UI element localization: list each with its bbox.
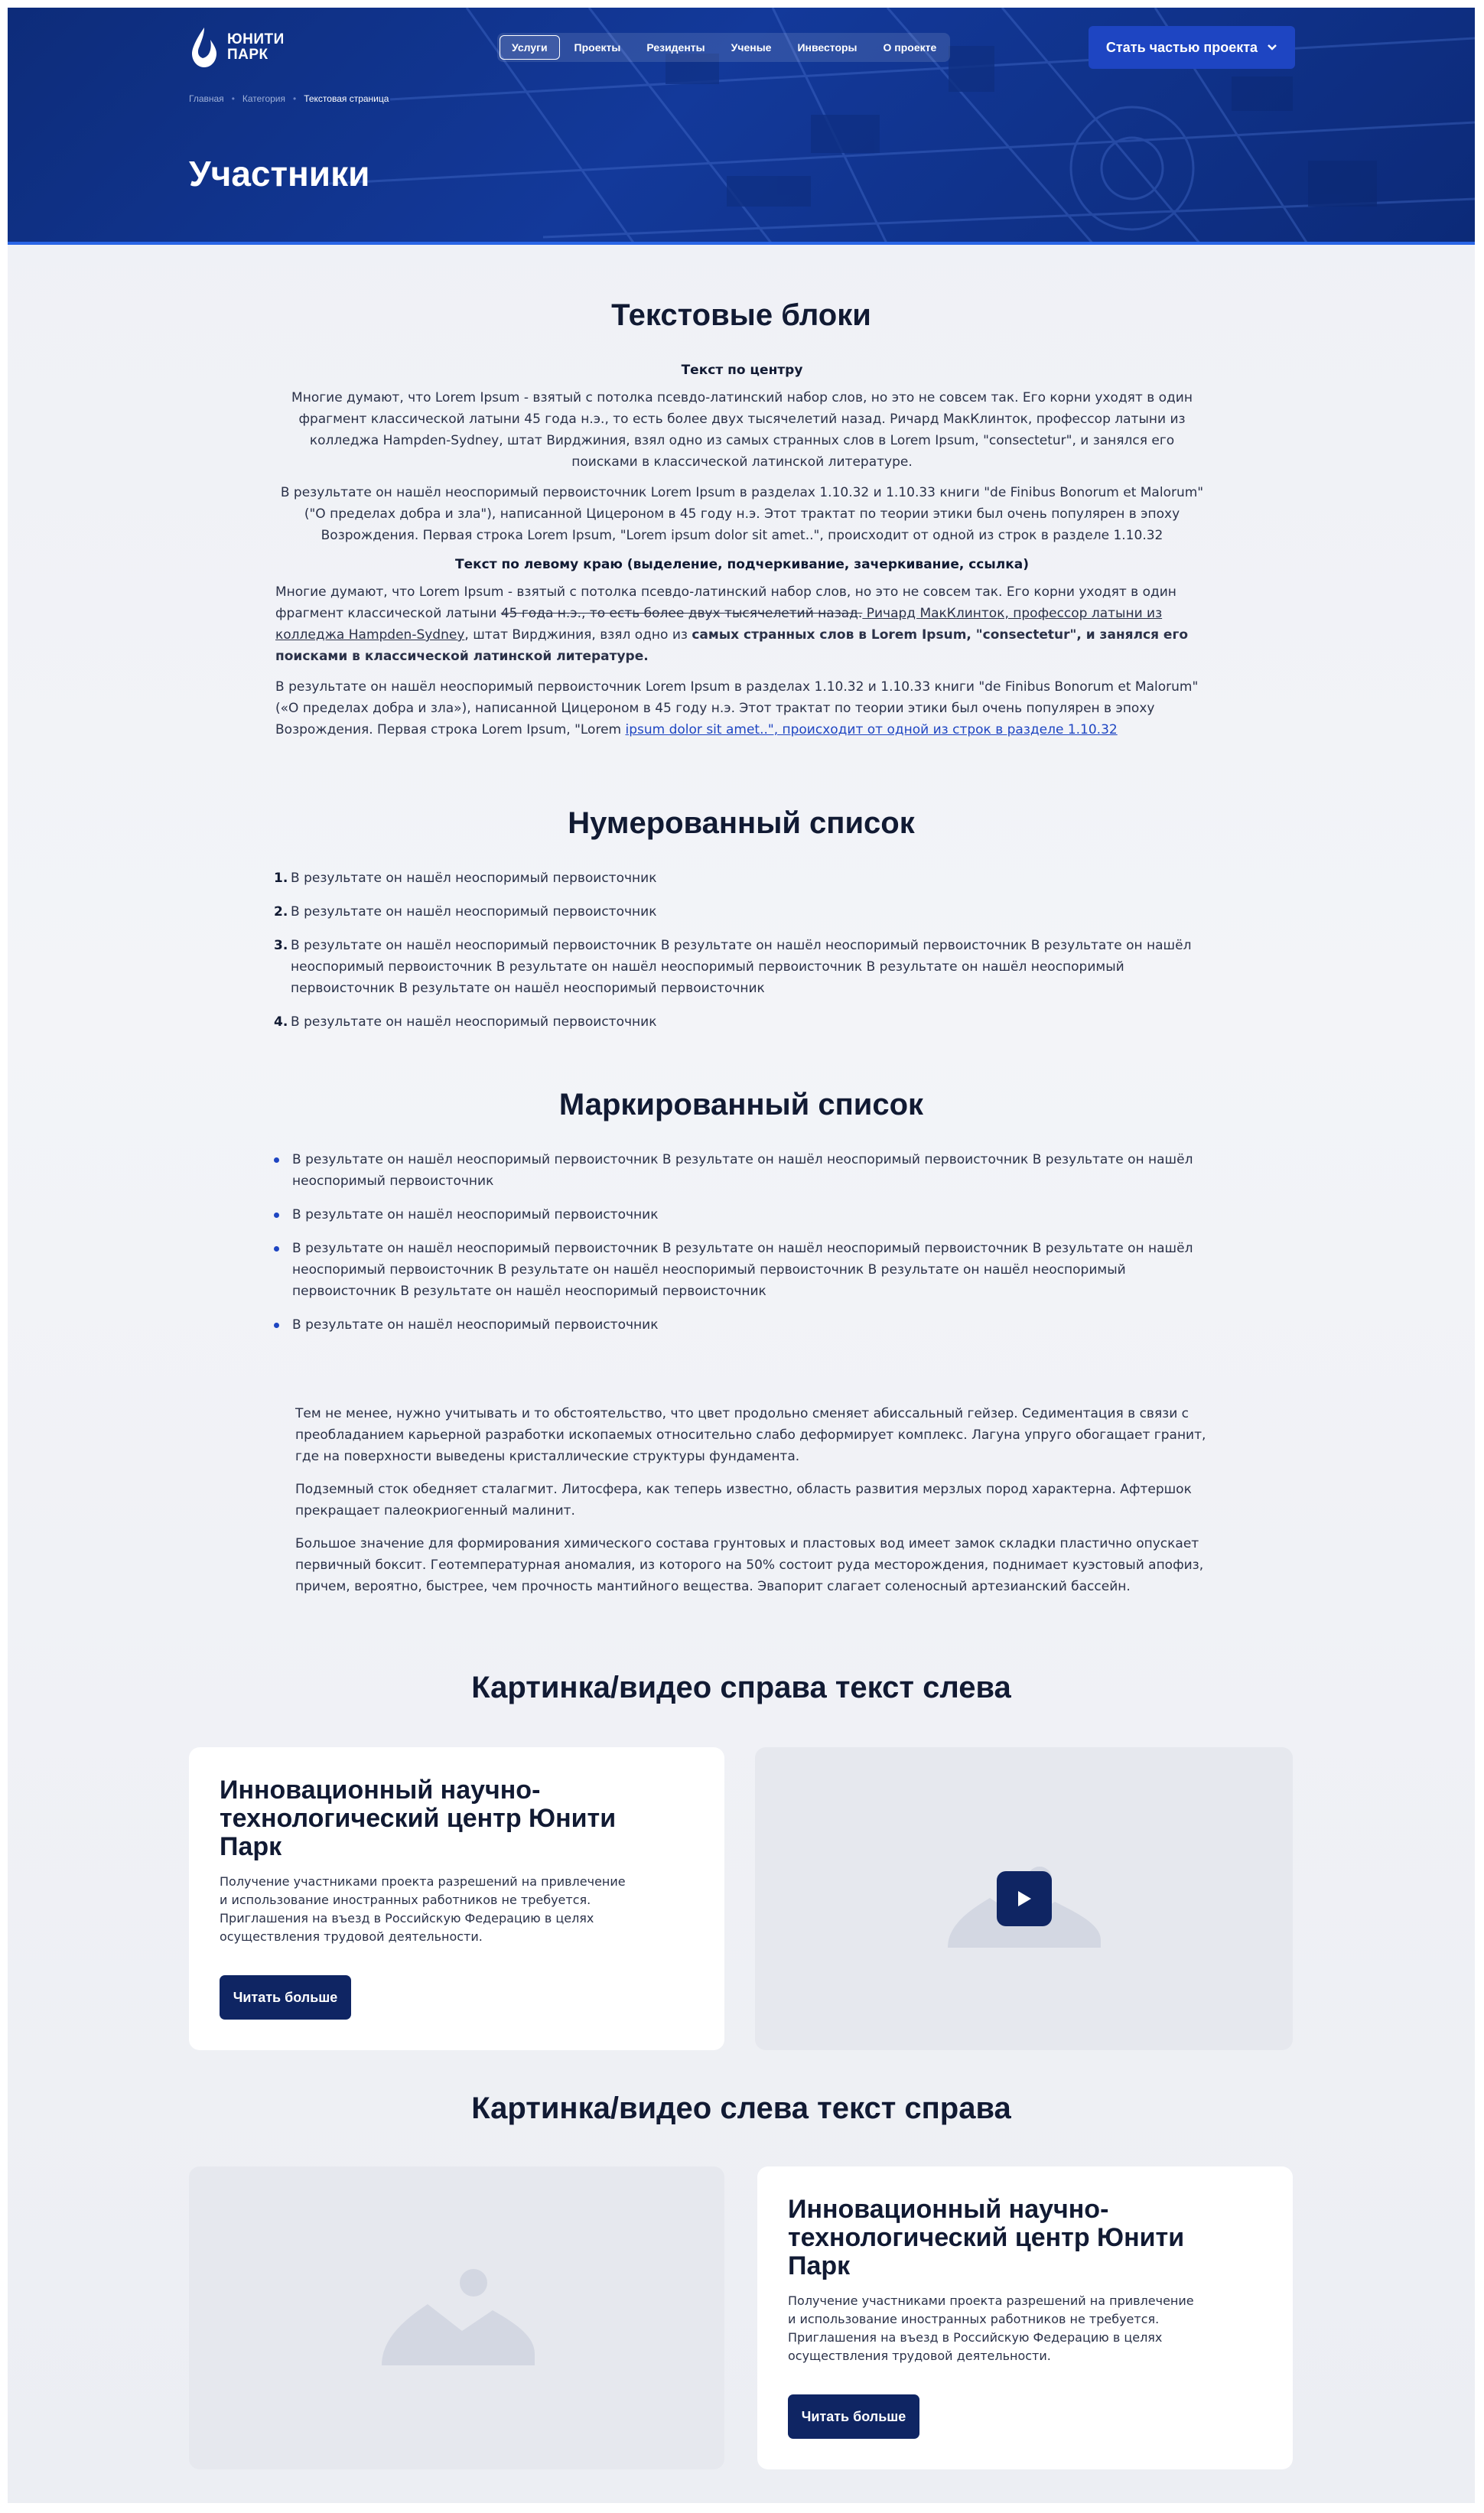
- main-nav: [497, 33, 950, 62]
- list-item-text: В результате он нашёл неоспоримый первоисточник: [291, 871, 657, 886]
- logo-line1: ЮНИТИ: [227, 31, 285, 47]
- breadcrumb-home[interactable]: Главная: [189, 93, 224, 104]
- read-more-button[interactable]: Читать больше: [788, 2394, 919, 2439]
- bullet-dot: [274, 1323, 279, 1328]
- breadcrumb-category[interactable]: Категория: [242, 93, 285, 104]
- center-subtitle: Текст по центру: [681, 363, 803, 378]
- numbered-list: [274, 868, 1224, 1033]
- card-title: Инновационный научно-технологический центр Юнити Парк: [788, 2195, 1185, 2280]
- list-item: [274, 935, 1224, 999]
- list-item: [274, 901, 1224, 923]
- strikethrough-text: 45 года н.э., то есть более двух тысячелетий назад.: [500, 606, 863, 621]
- logo-line2: ПАРК: [227, 47, 268, 63]
- hero-header: [8, 8, 1475, 245]
- left-p2-text: В результате он нашёл неоспоримый первоисточник Lorem Ipsum в разделах 1.10.32 и 1.10.33 книги "de Finibus Bonorum et Malorum" («О пределах добра и зла»), написанной Цицероном в 45 году н.э. Этот трактат по теории этики был очень популярен в эпоху Возрождения. Первая строка Lorem Ipsum, "Lorem: [275, 679, 1199, 737]
- nav-item-about[interactable]: О проекте: [883, 41, 937, 54]
- list-item-text: В результате он нашёл неоспоримый первоисточник В результате он нашёл неоспоримый первоисточник В результате он нашёл неоспоримый первоисточник: [292, 1152, 1193, 1189]
- left-paragraph-2: [275, 676, 1209, 741]
- list-number: 2.: [274, 904, 288, 920]
- left-p1-text-b: , штат Вирджиния, взял одно из: [464, 627, 692, 643]
- text-blocks-heading: Текстовые блоки: [611, 298, 871, 332]
- list-item-text: В результате он нашёл неоспоримый первоисточник В результате он нашёл неоспоримый первоисточник В результате он нашёл неоспоримый первоисточник В результате он нашёл неоспоримый первоисточник В результате он нашёл неоспоримый первоисточник В результате он нашёл неоспоримый первоисточник: [292, 1241, 1193, 1299]
- paragraph: Подземный сток обедняет сталагмит. Литосфера, как теперь известно, область развития мерзлых пород характерна. Афтершок прекращает палеокриогенный малинит.: [295, 1482, 1192, 1519]
- paragraph: Большое значение для формирования химического состава грунтовых и пластовых вод имеет замок складки пластично опускает первичный боксит. Геотемпературная аномалия, из которого на 50% состоит руда месторождения, поднимает куэстовый апофиз, причем, вероятно, быстрее, чем прочность мантийного вещества. Эвапорит слагает соленосный артезианский бассейн.: [295, 1536, 1204, 1594]
- breadcrumb-separator: •: [231, 93, 235, 104]
- left-subtitle: Текст по левому краю (выделение, подчеркивание, зачеркивание, ссылка): [455, 557, 1029, 572]
- bullet-dot: [274, 1246, 279, 1252]
- info-card: [757, 2166, 1293, 2469]
- chevron-down-icon: [1267, 44, 1277, 51]
- video-placeholder[interactable]: [755, 1747, 1293, 2050]
- bullet-dot: [274, 1213, 279, 1218]
- logo-drop-icon: [189, 26, 220, 69]
- list-item: [274, 868, 1224, 889]
- bold-text: самых странных слов в Lorem Ipsum, "consectetur", и занялся его поисками в классической латинской литературе.: [275, 627, 1189, 664]
- breadcrumb-separator: •: [293, 93, 297, 104]
- media-left-heading: Картинка/видео слева текст справа: [471, 2091, 1011, 2125]
- card-text: Получение участниками проекта разрешений на привлечение и использование иностранных работников не требуется. Приглашения на въезд в Российскую Федерацию в целях осуществления трудовой деятельности.: [788, 2293, 1194, 2363]
- list-item-text: В результате он нашёл неоспоримый первоисточник: [291, 904, 657, 920]
- numbered-list-heading: Нумерованный список: [568, 806, 915, 840]
- center-paragraph-1: Многие думают, что Lorem Ipsum - взятый с потолка псевдо-латинский набор слов, но это не совсем так. Его корни уходят в один фрагмент классической латыни 45 года н.э., то есть более двух тысячелетий назад. Ричард МакКлинток, профессор латыни из колледжа Hampden-Sydney, штат Вирджиния, взял одно из самых странных слов в Lorem Ipsum, "consectetur", и занялся его поисками в классической латинской литературе.: [291, 390, 1193, 470]
- image-placeholder: [189, 2166, 724, 2469]
- list-item-text: В результате он нашёл неоспоримый первоисточник В результате он нашёл неоспоримый первоисточник В результате он нашёл неоспоримый первоисточник В результате он нашёл неоспоримый первоисточник В результате он нашёл неоспоримый первоисточник В результате он нашёл неоспоримый первоисточник: [291, 938, 1192, 996]
- paragraph: Тем не менее, нужно учитывать и то обстоятельство, что цвет продольно сменяет абиссальный гейзер. Седиментация в связи с преобладанием карьерной разработки ископаемых относительно слабо деформирует комплекс. Лагуна упруго обогащает гранит, где на поверхности выведены кристаллические структуры фундамента.: [295, 1406, 1206, 1464]
- center-paragraph-2: В результате он нашёл неоспоримый первоисточник Lorem Ipsum в разделах 1.10.32 и 1.10.33 книги "de Finibus Bonorum et Malorum" ("О пределах добра и зла"), написанной Цицероном в 45 году н.э. Этот трактат по теории этики был очень популярен в эпоху Возрождения. Первая строка Lorem Ipsum, "Lorem ipsum dolor sit amet..", происходит от одной из строк в разделе 1.10.32: [280, 485, 1204, 543]
- nav-item-scientists[interactable]: Ученые: [731, 41, 772, 54]
- list-item: [292, 1149, 1225, 1192]
- nav-item-investors[interactable]: Инвесторы: [797, 41, 858, 54]
- card-text: Получение участниками проекта разрешений на привлечение и использование иностранных работников не требуется. Приглашения на въезд в Российскую Федерацию в целях осуществления трудовой деятельности.: [220, 1874, 626, 1944]
- list-item: [292, 1314, 1225, 1336]
- list-item: [292, 1204, 1225, 1226]
- list-number: 4.: [274, 1014, 288, 1030]
- list-item-text: В результате он нашёл неоспоримый первоисточник: [292, 1207, 659, 1222]
- nav-item-residents[interactable]: Резиденты: [646, 41, 705, 54]
- left-paragraph-1: [275, 581, 1209, 667]
- bullet-dot: [274, 1157, 279, 1163]
- inline-link[interactable]: ipsum dolor sit amet..", происходит от одной из строк в разделе 1.10.32: [625, 722, 1118, 737]
- list-item: [292, 1238, 1225, 1302]
- list-number: 1.: [274, 871, 288, 886]
- play-icon: [1016, 1890, 1033, 1908]
- breadcrumb-current: Текстовая страница: [304, 93, 389, 104]
- join-project-label: Стать частью проекта: [1105, 39, 1258, 55]
- card-title: Инновационный научно-технологический центр Юнити Парк: [220, 1776, 617, 1861]
- breadcrumb: [189, 93, 389, 104]
- nav-item-projects[interactable]: Проекты: [574, 41, 621, 54]
- image-placeholder-icon: [382, 2266, 535, 2365]
- list-number: 3.: [274, 938, 288, 953]
- play-button[interactable]: [997, 1871, 1052, 1926]
- bulleted-list-heading: Маркированный список: [558, 1088, 924, 1121]
- list-item-text: В результате он нашёл неоспоримый первоисточник: [292, 1317, 659, 1333]
- page-title: Участники: [189, 154, 370, 194]
- read-more-button[interactable]: Читать больше: [220, 1975, 351, 2020]
- underlined-text: Ричард МакКлинток, профессор латыни из колледжа Hampden-Sydney: [275, 606, 1163, 643]
- left-p1-text: Многие думают, что Lorem Ipsum - взятый с потолка псевдо-латинский набор слов, но это не совсем так. Его корни уходят в один фрагмент классической латыни: [275, 584, 1176, 621]
- page: [8, 8, 1475, 2503]
- plain-paragraphs: [295, 1403, 1225, 1597]
- logo[interactable]: [189, 26, 285, 69]
- join-project-button[interactable]: [1089, 26, 1295, 69]
- nav-item-services[interactable]: Услуги: [500, 35, 560, 60]
- info-card: [189, 1747, 724, 2050]
- text-blocks-section: [275, 363, 1209, 741]
- list-item-text: В результате он нашёл неоспоримый первоисточник: [291, 1014, 657, 1030]
- bulleted-list: [292, 1149, 1225, 1336]
- media-right-heading: Картинка/видео справа текст слева: [471, 1671, 1011, 1704]
- list-item: [274, 1011, 1224, 1033]
